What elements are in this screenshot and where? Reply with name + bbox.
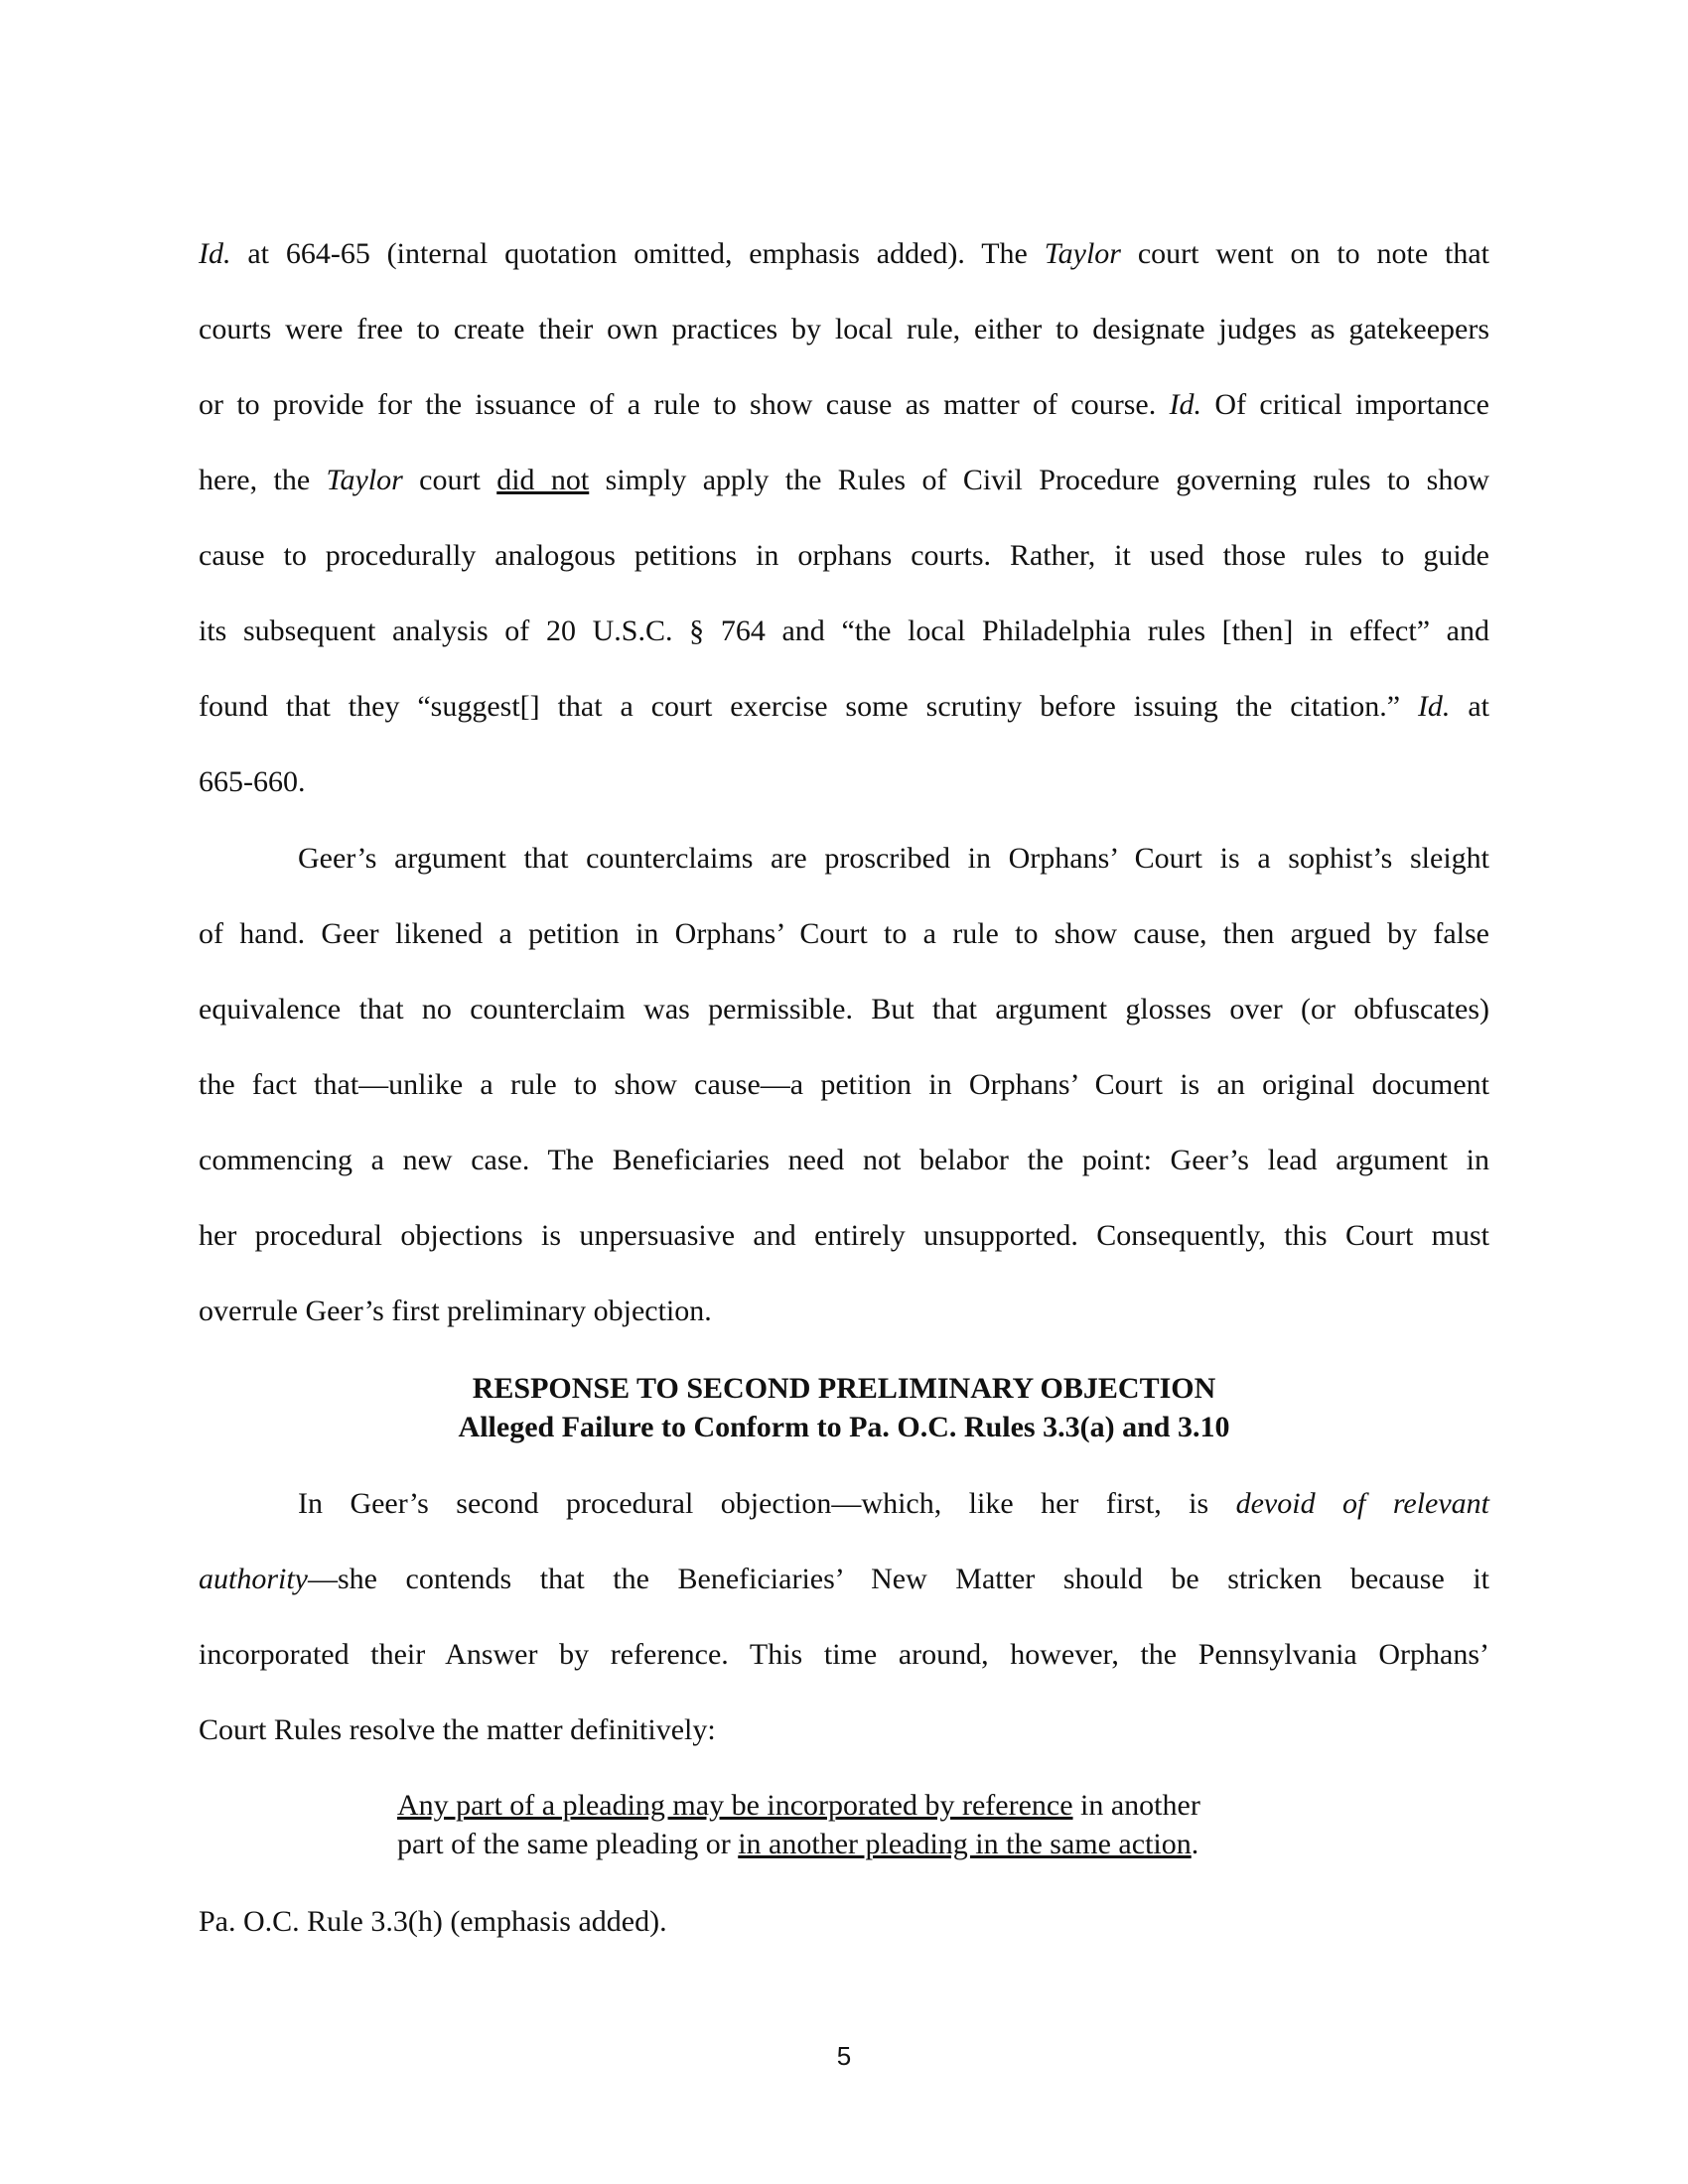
para1-line-4: here, the Taylor court did not simply apply the Rules of Civil Procedure governing rules to show [199,464,1490,496]
para2-line-4: the fact that—unlike a rule to show cause—a petition in Orphans’ Court is an original document [199,1068,1489,1101]
block-quote-line-2: part of the same pleading or in another pleading in the same action. [397,1828,1199,1860]
section-heading: RESPONSE TO SECOND PRELIMINARY OBJECTION [472,1372,1216,1405]
para2-line-6: her procedural objections is unpersuasive and entirely unsupported. Consequently, this Court must [199,1219,1489,1252]
para1-line-6: its subsequent analysis of 20 U.S.C. § 764 and “the local Philadelphia rules [then] in effect” and [199,614,1489,647]
para2-line-2: of hand. Geer likened a petition in Orphans’ Court to a rule to show cause, then argued by false [199,917,1489,950]
para2-line-5: commencing a new case. The Beneficiaries need not belabor the point: Geer’s lead argument in [199,1144,1489,1176]
para1-line-5: cause to procedurally analogous petitions in orphans courts. Rather, it used those rules to guide [199,539,1489,572]
para3-line-3: incorporated their Answer by reference. This time around, however, the Pennsylvania Orphans’ [199,1638,1489,1671]
para1-line-2: courts were free to create their own practices by local rule, either to designate judges as gatekeepers [199,313,1489,345]
block-quote-line-1: Any part of a pleading may be incorporated by reference in another [397,1789,1200,1822]
para1-line-8: 665-660. [199,765,306,798]
page-number: 5 [836,2041,852,2071]
para1-line-3: or to provide for the issuance of a rule to show cause as matter of course. Id. Of critical importance [199,388,1490,421]
para3-line-2: authority—she contends that the Beneficiaries’ New Matter should be stricken because it [199,1563,1489,1595]
para1-line-7: found that they “suggest[] that a court exercise some scrutiny before issuing the citation.” Id. at [199,690,1489,723]
section-subheading: Alleged Failure to Conform to Pa. O.C. Rules 3.3(a) and 3.10 [458,1411,1230,1443]
para3-line-4: Court Rules resolve the matter definitively: [199,1713,716,1746]
para1-line-1: Id. at 664-65 (internal quotation omitted, emphasis added). The Taylor court went on to note that [199,237,1489,270]
para2-line-3: equivalence that no counterclaim was permissible. But that argument glosses over (or obfuscates) [199,993,1489,1025]
para3-line-1: In Geer’s second procedural objection—which, like her first, is devoid of relevant [298,1487,1489,1520]
para2-line-1: Geer’s argument that counterclaims are proscribed in Orphans’ Court is a sophist’s sleight [298,842,1489,875]
para2-line-7: overrule Geer’s first preliminary objection. [199,1295,712,1327]
quote-citation: Pa. O.C. Rule 3.3(h) (emphasis added). [199,1905,667,1938]
